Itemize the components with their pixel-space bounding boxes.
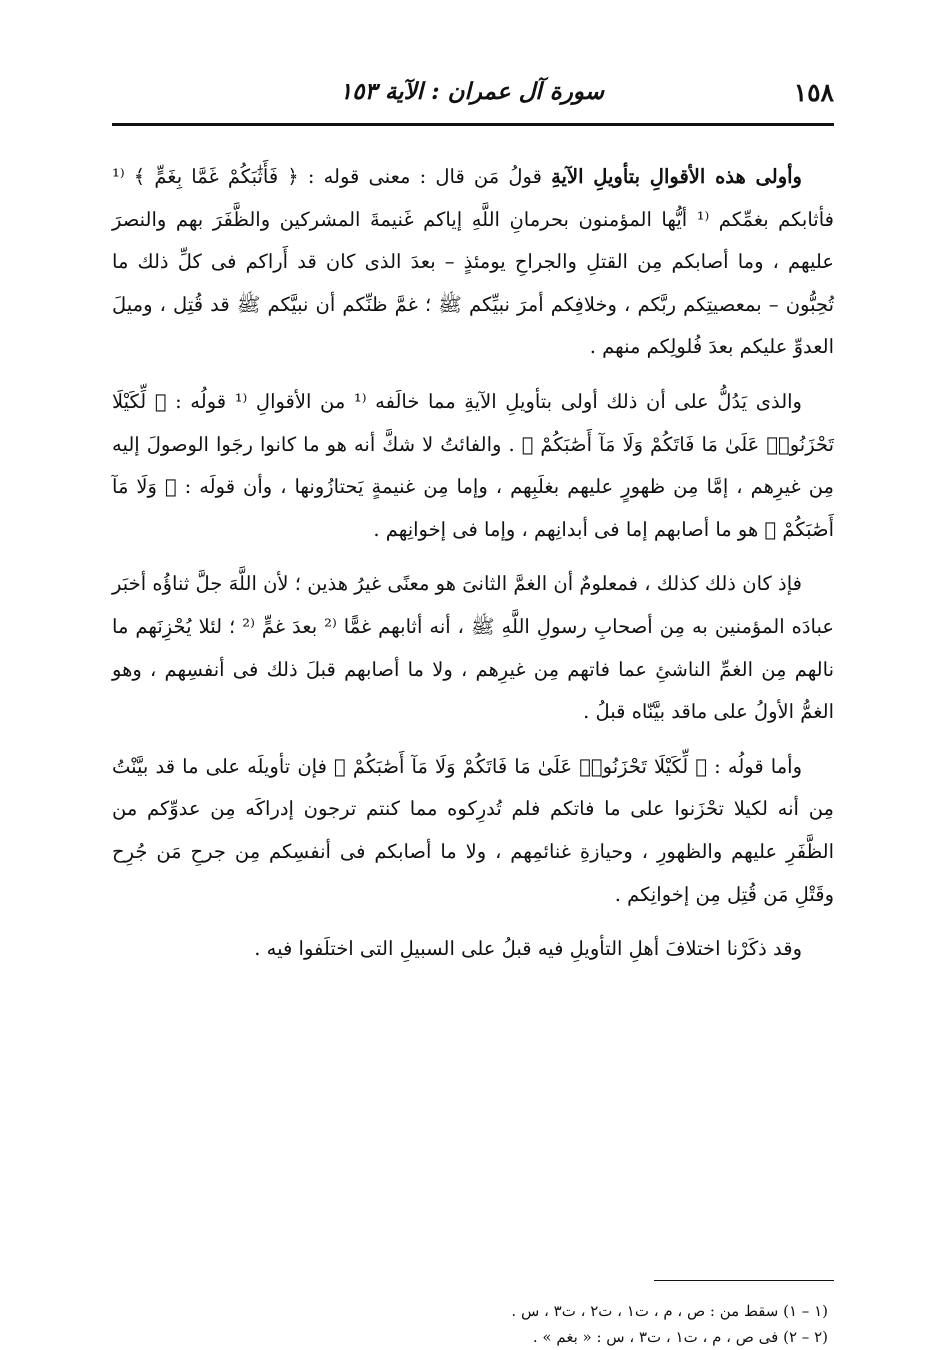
footnote-rule [654, 1280, 834, 1281]
paragraph-1-text: قولُ مَن قال : معنى قوله : ﴿ فَأَثَٰبَكُمْ غَمَّا بِغَمٍّ ﴾ ⁽¹ فأثابكم بغمِّكم ⁽¹ أيُّها المؤمنون بحرمانِ اللَّهِ إياكم غَنيمةَ المشركين والظَّفَرَ بهم والنصرَ عليهم ، وما أصابكم مِن القتلِ والجراحِ يومئذٍ – بعدَ الذى كان قد أَراكم فى كلِّ ذلك ما تُحِبُّون – بمعصيتِكم ربَّكم ، وخلافِكم أمرَ نبيِّكم ﷺ ؛ غمَّ ظنِّكم أن نبيَّكم ﷺ قد قُتِل ، وميلَ العدوِّ عليكم بعدَ فُلولِكم منهم . [112, 165, 834, 359]
header-rule [112, 123, 834, 126]
book-page [112, 70, 834, 1346]
running-title: سورة آل عمران : الآية ١٥٣ [339, 78, 604, 105]
footnote-2: (٢ – ٢) فى ص ، م ، ت١ ، ت٣ ، س : « بغم » . [532, 1328, 828, 1346]
page-number: ١٥٨ [793, 78, 834, 107]
paragraph-3: فإذ كان ذلك كذلك ، فمعلومٌ أن الغمَّ الثانىَ هو معنًى غيرُ هذين ؛ لأن اللَّهَ جلَّ ثناؤُه أخبَر عبادَه المؤمنين به مِن أصحابِ رسولِ اللَّهِ ﷺ ، أنه أثابهم غمًّا ⁽² بعدَ غمٍّ ⁽² ؛ لئلا يُحْزِنَهم ما نالهم مِن الغمِّ الناشئِ عما فاتهم مِن غيرِهم ، ولا ما أصابهم قبلَ ذلك فى أنفسِهم ، وهو الغمُّ الأولُ على ماقد بيَّنّاه قبلُ . [112, 572, 834, 724]
page-header [112, 70, 834, 114]
paragraph-4: وأما قولُه : ﴿ لِّكَيْلَا تَحْزَنُوا۟ عَلَىٰ مَا فَاتَكُمْ وَلَا مَآ أَصَٰبَكُمْ ﴾ فإن تأويلَه على ما قد بيَّنْتُ مِن أنه لكيلا تحْزَنوا على ما فاتكم فلم تُدرِكوه مما كنتم ترجون إدراكَه مِن عدوِّكم من الظَّفَرِ عليهم والظهورِ ، وحيازةِ غنائمِهم ، ولا ما أصابكم فى أنفسِكم مِن جرحِ مَن جُرِح وقَتْلِ مَن قُتِل مِن إخوانِكم . [112, 754, 834, 906]
paragraph-5: وقد ذكَرْنا اختلافَ أهلِ التأويلِ فيه قبلُ على السبيلِ التى اختلَفوا فيه . [254, 937, 802, 961]
paragraph-1 [112, 156, 834, 369]
footnotes [112, 1298, 834, 1350]
footnote-1: (١ – ١) سقط من : ص ، م ، ت١ ، ت٢ ، ت٣ ، س . [511, 1302, 828, 1320]
paragraph-2: والذى يَدُلُّ على أن ذلك أولى بتأويلِ الآيةِ مما خالَفه ⁽¹ من الأقوالِ ⁽¹ قولُه : ﴿ لِّكَيْلَا تَحْزَنُوا۟ عَلَىٰ مَا فَاتَكُمْ وَلَا مَآ أَصَٰبَكُمْ ﴾ . والفائتُ لا شكَّ أنه هو ما كانوا رجَوا الوصولَ إليه مِن غيرِهم ، إمَّا مِن ظهورٍ عليهم بغلَبِهم ، وإما مِن غنيمةٍ يَحتازُونها ، وأن قولَه : ﴿ وَلَا مَآ أَصَٰبَكُمْ ﴾ هو ما أصابهم إما فى أبدانِهم ، وإما فى إخوانِهم . [112, 389, 834, 541]
main-text [112, 156, 834, 983]
paragraph-1-lead: وأولى هذه الأقوالِ بتأويلِ الآيةِ [551, 165, 802, 188]
